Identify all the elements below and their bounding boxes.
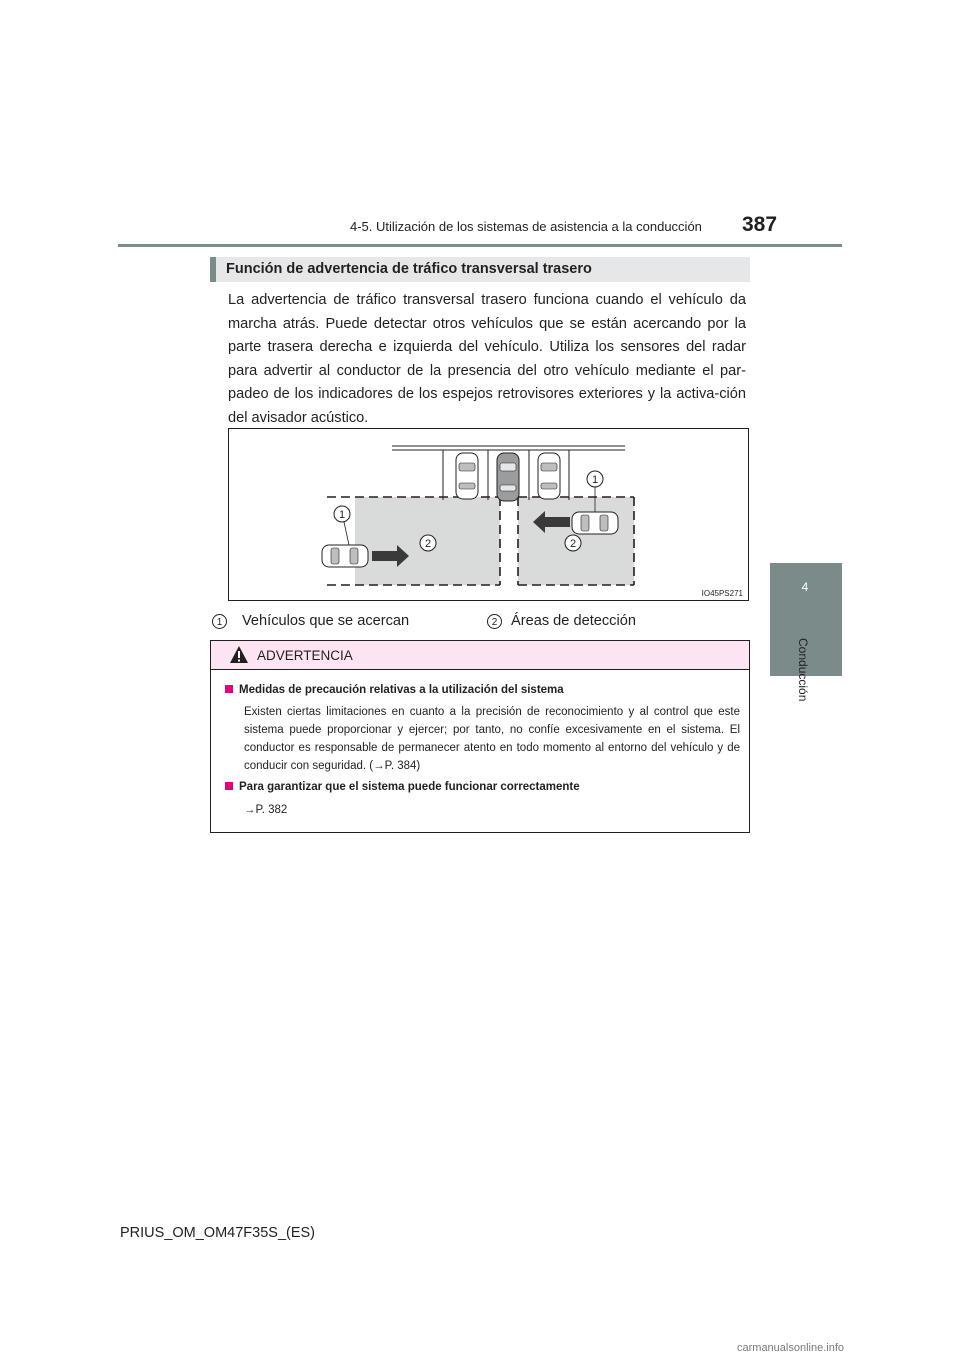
warning-item-1-heading bbox=[225, 684, 564, 696]
parked-car-1 bbox=[456, 453, 478, 499]
warning-item-1-text: Existen ciertas limitaciones en cuanto a la precisión de reconocimiento y al control que este sistema puede proporcionar y ejercer; por tanto, no confíe excesivamente en el sistema. El conductor es responsable de permanecer atento en todo momento al entorno del vehículo y de conducir con seguridad. (→P. 384) bbox=[244, 706, 740, 772]
reversing-car bbox=[497, 453, 519, 501]
legend-num-2: 2 bbox=[487, 614, 502, 629]
body-paragraph: La advertencia de tráfico transversal trasero funciona cuando el vehículo da marcha atrás. Puede detectar otros vehículos que se están acercando por la parte trasera derecha e izquierda del vehículo. Utiliza los sensores del radar para advertir al conductor de la presencia del otro vehículo mediante el par-padeo de los indicadores de los espejos retrovisores exteriores y la activa-ción del avisador acústico. bbox=[228, 292, 746, 426]
approaching-car-right bbox=[572, 512, 618, 534]
running-header: 4-5. Utilización de los sistemas de asistencia a la conducción bbox=[350, 219, 702, 234]
section-heading-text: Función de advertencia de tráfico transversal trasero bbox=[226, 261, 592, 277]
warning-header bbox=[211, 641, 749, 670]
bullet-square-icon bbox=[225, 782, 233, 790]
warning-item-2-heading bbox=[225, 781, 580, 793]
legend-text-2: Áreas de detección bbox=[511, 613, 636, 629]
page-number: 387 bbox=[742, 213, 778, 236]
parking-diagram-svg bbox=[229, 429, 748, 600]
section-heading bbox=[210, 257, 750, 282]
watermark: carmanualsonline.info bbox=[737, 1342, 845, 1354]
warning-triangle-icon bbox=[229, 645, 249, 664]
callout-1b: 1 bbox=[591, 474, 599, 486]
warning-item-1-heading-text: Medidas de precaución relativas a la utilización del sistema bbox=[239, 684, 564, 696]
legend-text-1: Vehículos que se acercan bbox=[242, 613, 410, 629]
bullet-square-icon bbox=[225, 685, 233, 693]
warning-item-2-text: →P. 382 bbox=[244, 804, 288, 816]
callout-2a: 2 bbox=[424, 538, 432, 550]
approaching-car-left bbox=[322, 545, 368, 567]
callout-1a: 1 bbox=[338, 509, 346, 521]
callout-2b: 2 bbox=[569, 538, 577, 550]
warning-box bbox=[210, 640, 750, 833]
footer-code: PRIUS_OM_OM47F35S_(ES) bbox=[120, 1225, 316, 1241]
parking-diagram bbox=[228, 428, 749, 601]
figure-code: IO45PS271 bbox=[701, 589, 743, 598]
chapter-number: 4 bbox=[801, 580, 809, 594]
section-heading-bar bbox=[210, 257, 216, 282]
warning-item-2-heading-text: Para garantizar que el sistema puede funcionar correctamente bbox=[239, 781, 580, 793]
warning-title: ADVERTENCIA bbox=[257, 648, 353, 663]
legend-num-1: 1 bbox=[212, 614, 227, 629]
chapter-label-text: Conducción bbox=[796, 638, 810, 702]
header-rule bbox=[118, 244, 842, 247]
chapter-label bbox=[783, 638, 823, 708]
figure-legend bbox=[212, 613, 752, 635]
parked-car-2 bbox=[538, 453, 560, 499]
